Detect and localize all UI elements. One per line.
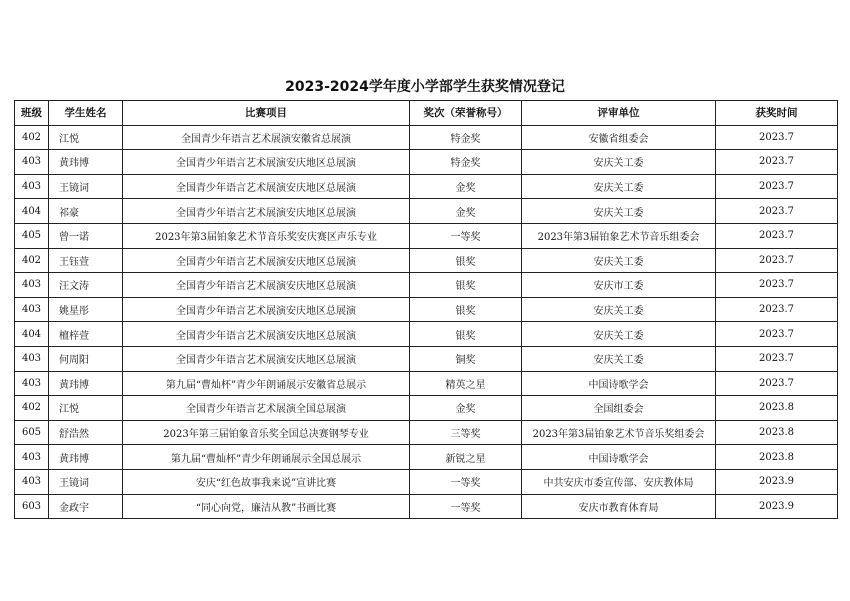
cell-award-date: 2023.7: [716, 150, 838, 175]
cell-award-date: 2023.9: [716, 469, 838, 494]
header-award: 奖次（荣誉称号）: [410, 101, 522, 126]
cell-class: 403: [15, 297, 49, 322]
cell-award: 银奖: [410, 248, 522, 273]
cell-judging-unit: 中共安庆市委宣传部、安庆教体局: [522, 469, 716, 494]
cell-judging-unit: 安庆关工委: [522, 174, 716, 199]
cell-class: 403: [15, 150, 49, 175]
cell-student-name: 黄玮博: [49, 150, 123, 175]
header-award-date: 获奖时间: [716, 101, 838, 126]
cell-award-date: 2023.8: [716, 396, 838, 421]
table-header-row: [15, 101, 838, 126]
header-student-name: 学生姓名: [49, 101, 123, 126]
table-row: [15, 150, 838, 175]
cell-event: 全国青少年语言艺术展演安徽省总展演: [123, 125, 410, 150]
cell-judging-unit: 安庆关工委: [522, 346, 716, 371]
cell-class: 403: [15, 371, 49, 396]
cell-student-name: 王钰萱: [49, 248, 123, 273]
cell-judging-unit: 安庆市工委: [522, 273, 716, 298]
cell-award: 精英之星: [410, 371, 522, 396]
cell-award: 三等奖: [410, 420, 522, 445]
cell-student-name: 黄玮博: [49, 445, 123, 470]
table-row: [15, 346, 838, 371]
cell-student-name: 金政宇: [49, 494, 123, 519]
cell-award: 金奖: [410, 174, 522, 199]
cell-event: 全国青少年语言艺术展演安庆地区总展演: [123, 248, 410, 273]
cell-student-name: 汪文涛: [49, 273, 123, 298]
table-row: [15, 297, 838, 322]
cell-class: 403: [15, 469, 49, 494]
cell-award-date: 2023.9: [716, 494, 838, 519]
table-row: [15, 396, 838, 421]
cell-event: 全国青少年语言艺术展演安庆地区总展演: [123, 346, 410, 371]
cell-class: 403: [15, 174, 49, 199]
cell-judging-unit: 安庆关工委: [522, 150, 716, 175]
cell-class: 404: [15, 322, 49, 347]
cell-judging-unit: 安庆关工委: [522, 297, 716, 322]
cell-event: 全国青少年语言艺术展演安庆地区总展演: [123, 297, 410, 322]
cell-event: 第九届“曹灿杯”青少年朗诵展示安徽省总展示: [123, 371, 410, 396]
cell-class: 402: [15, 125, 49, 150]
cell-student-name: 黄玮博: [49, 371, 123, 396]
cell-judging-unit: 2023年第3届铂象艺术节音乐组委会: [522, 223, 716, 248]
cell-award-date: 2023.7: [716, 273, 838, 298]
cell-award: 一等奖: [410, 223, 522, 248]
cell-student-name: 檀梓萱: [49, 322, 123, 347]
cell-class: 605: [15, 420, 49, 445]
cell-class: 402: [15, 248, 49, 273]
cell-award: 铜奖: [410, 346, 522, 371]
cell-award-date: 2023.8: [716, 445, 838, 470]
cell-award-date: 2023.8: [716, 420, 838, 445]
cell-award: 银奖: [410, 273, 522, 298]
cell-student-name: 祁豪: [49, 199, 123, 224]
cell-event: 全国青少年语言艺术展演全国总展演: [123, 396, 410, 421]
cell-event: 2023年第三届铂象音乐奖全国总决赛钢琴专业: [123, 420, 410, 445]
table-row: [15, 445, 838, 470]
cell-award-date: 2023.7: [716, 297, 838, 322]
table-row: [15, 248, 838, 273]
table-row: [15, 125, 838, 150]
table-row: [15, 494, 838, 519]
table-row: [15, 273, 838, 298]
cell-award: 银奖: [410, 297, 522, 322]
page-title: 2023-2024学年度小学部学生获奖情况登记: [285, 79, 565, 95]
cell-student-name: 王镜词: [49, 469, 123, 494]
cell-judging-unit: 2023年第3届铂象艺术节音乐奖组委会: [522, 420, 716, 445]
cell-event: 第九届“曹灿杯”青少年朗诵展示全国总展示: [123, 445, 410, 470]
cell-class: 402: [15, 396, 49, 421]
cell-award-date: 2023.7: [716, 223, 838, 248]
cell-judging-unit: 中国诗歌学会: [522, 445, 716, 470]
cell-award-date: 2023.7: [716, 174, 838, 199]
table-row: [15, 420, 838, 445]
cell-judging-unit: 安庆关工委: [522, 322, 716, 347]
cell-judging-unit: 中国诗歌学会: [522, 371, 716, 396]
table-row: [15, 469, 838, 494]
header-class: 班级: [15, 101, 49, 126]
cell-event: 安庆“红色故事我来说”宣讲比赛: [123, 469, 410, 494]
cell-judging-unit: 安徽省组委会: [522, 125, 716, 150]
cell-student-name: 舒浩然: [49, 420, 123, 445]
cell-award-date: 2023.7: [716, 125, 838, 150]
cell-event: 全国青少年语言艺术展演安庆地区总展演: [123, 273, 410, 298]
table-row: [15, 223, 838, 248]
cell-award: 新锐之星: [410, 445, 522, 470]
table-row: [15, 174, 838, 199]
cell-event: 全国青少年语言艺术展演安庆地区总展演: [123, 150, 410, 175]
cell-judging-unit: 安庆关工委: [522, 248, 716, 273]
awards-table: [14, 100, 838, 519]
cell-award: 银奖: [410, 322, 522, 347]
cell-award-date: 2023.7: [716, 371, 838, 396]
header-judging-unit: 评审单位: [522, 101, 716, 126]
cell-award: 金奖: [410, 199, 522, 224]
table-body: [15, 125, 838, 519]
cell-judging-unit: 全国组委会: [522, 396, 716, 421]
cell-class: 403: [15, 445, 49, 470]
cell-student-name: 姚星彤: [49, 297, 123, 322]
cell-award: 一等奖: [410, 494, 522, 519]
cell-award: 特金奖: [410, 150, 522, 175]
cell-award-date: 2023.7: [716, 199, 838, 224]
cell-award-date: 2023.7: [716, 322, 838, 347]
cell-student-name: 江悦: [49, 125, 123, 150]
cell-class: 405: [15, 223, 49, 248]
cell-student-name: 江悦: [49, 396, 123, 421]
cell-judging-unit: 安庆市教育体育局: [522, 494, 716, 519]
cell-student-name: 王镜词: [49, 174, 123, 199]
cell-event: “同心向党，廉洁从教”书画比赛: [123, 494, 410, 519]
cell-event: 全国青少年语言艺术展演安庆地区总展演: [123, 174, 410, 199]
cell-event: 全国青少年语言艺术展演安庆地区总展演: [123, 322, 410, 347]
cell-award: 一等奖: [410, 469, 522, 494]
cell-event: 全国青少年语言艺术展演安庆地区总展演: [123, 199, 410, 224]
cell-class: 403: [15, 346, 49, 371]
cell-award-date: 2023.7: [716, 248, 838, 273]
header-event: 比赛项目: [123, 101, 410, 126]
cell-judging-unit: 安庆关工委: [522, 199, 716, 224]
cell-award: 特金奖: [410, 125, 522, 150]
cell-student-name: 曾一诺: [49, 223, 123, 248]
table-row: [15, 371, 838, 396]
table-row: [15, 322, 838, 347]
cell-event: 2023年第3届铂象艺术节音乐奖安庆赛区声乐专业: [123, 223, 410, 248]
cell-student-name: 何周阳: [49, 346, 123, 371]
table-row: [15, 199, 838, 224]
cell-class: 404: [15, 199, 49, 224]
cell-class: 403: [15, 273, 49, 298]
cell-award: 金奖: [410, 396, 522, 421]
cell-class: 603: [15, 494, 49, 519]
cell-award-date: 2023.7: [716, 346, 838, 371]
